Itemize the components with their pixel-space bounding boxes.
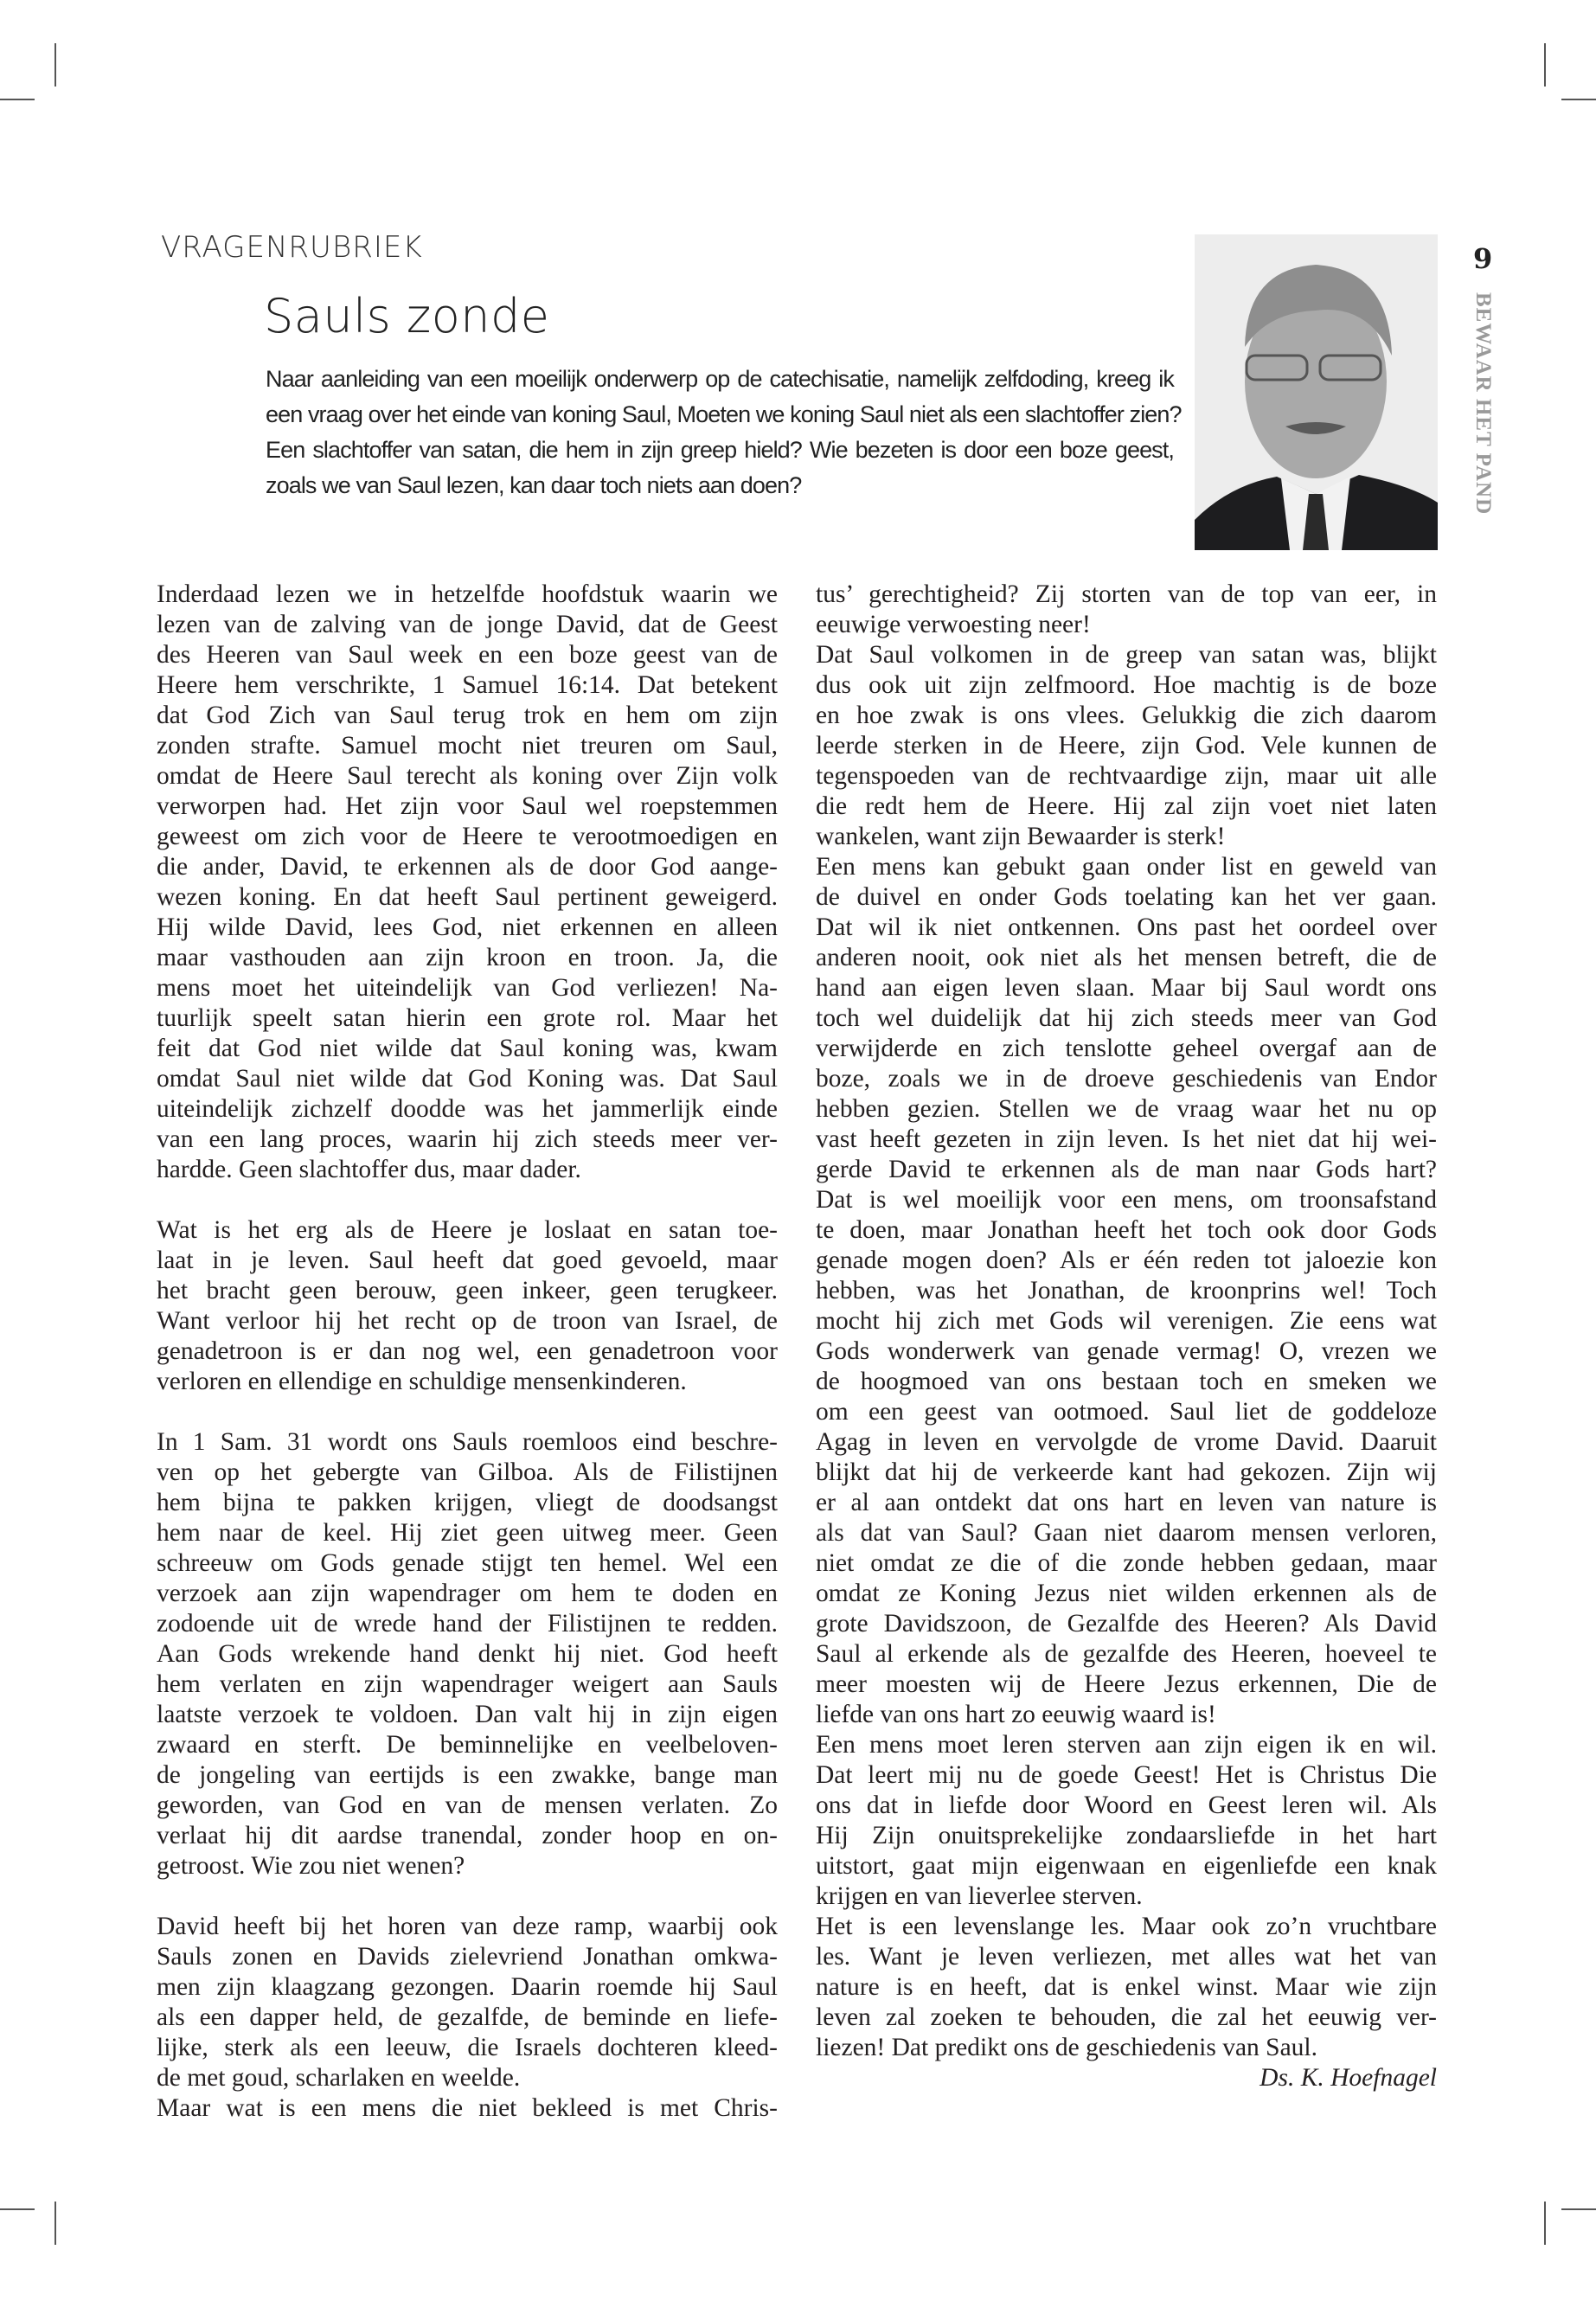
paragraph-gap <box>157 1881 778 1912</box>
crop-mark <box>1544 2202 1546 2245</box>
intro-line: Een slachtoffer van satan, die hem in zijn greep hield? Wie bezeten is door een boze geest, <box>266 437 1174 463</box>
text-line: Wat is het erg als de Heere je loslaat en satan toe- <box>157 1216 778 1244</box>
text-line: Hij Zijn onuitsprekelijke zondaarsliefde in het hart <box>816 1822 1437 1849</box>
text-line: als een dapper held, de gezalfde, de beminde en liefe- <box>157 2003 778 2031</box>
text-line: Hij wilde David, lees God, niet erkennen en alleen <box>157 913 778 941</box>
crop-mark <box>54 43 56 87</box>
text-line: nature is en heeft, dat is enkel winst. Maar wie zijn <box>816 1973 1437 2001</box>
text-line: Het is een levenslange les. Maar ook zo’n vruchtbare <box>816 1913 1437 1940</box>
text-line: boze, zoals we in de droeve geschiedenis van Endor <box>816 1065 1437 1093</box>
text-line: en hoe zwak is ons vlees. Gelukkig die zich daarom <box>816 702 1437 729</box>
text-line: feit dat God niet wilde dat Saul koning was, kwam <box>157 1035 778 1062</box>
text-line: die redt hem de Heere. Hij zal zijn voet niet laten <box>816 792 1437 820</box>
text-line: verzoek aan zijn wapendrager om hem te doden en <box>157 1580 778 1607</box>
text-line: de jongeling van eertijds is een zwakke, bange man <box>157 1761 778 1789</box>
text-line: hebben gezien. Stellen we de vraag waar het nu op <box>816 1095 1437 1123</box>
text-line: niet omdat ze die of die zonde hebben gedaan, maar <box>816 1549 1437 1577</box>
text-line: verworpen had. Het zijn voor Saul wel roepstemmen <box>157 792 778 820</box>
text-line: David heeft bij het horen van deze ramp, waarbij ook <box>157 1913 778 1940</box>
intro-line: Naar aanleiding van een moeilijk onderwerp op de catechisatie, namelijk zelfdoding, kreeg ik <box>266 366 1174 392</box>
text-line: anderen nooit, ook niet als het mensen betreft, die de <box>816 944 1437 971</box>
text-line: dat God Zich van Saul terug trok en hem om zijn <box>157 702 778 729</box>
paragraph-gap <box>157 1397 778 1427</box>
text-line: hem verlaten en zijn wapendrager weigert aan Sauls <box>157 1670 778 1698</box>
crop-mark <box>1561 2208 1596 2210</box>
text-line: Heere hem verschrikte, 1 Samuel 16:14. Dat betekent <box>157 671 778 699</box>
text-line: omdat ze Koning Jezus niet wilden erkennen als de <box>816 1580 1437 1607</box>
text-line: Inderdaad lezen we in hetzelfde hoofdstuk waarin we <box>157 580 778 608</box>
text-line: Dat Saul volkomen in de greep van satan was, blijkt <box>816 641 1437 669</box>
text-line: schreeuw om Gods genade stijgt ten hemel. Wel een <box>157 1549 778 1577</box>
text-line: hand aan eigen leven slaan. Maar bij Saul wordt ons <box>816 974 1437 1002</box>
text-line: wezen koning. En dat heeft Saul pertinent geweigerd. <box>157 883 778 911</box>
text-line: Gods wonderwerk van genade vermag! O, vrezen we <box>816 1337 1437 1365</box>
text-line: mens moet het uiteindelijk van God verliezen! Na- <box>157 974 778 1002</box>
text-line: het bracht geen berouw, geen inkeer, geen terugkeer. <box>157 1277 778 1304</box>
text-line: liefde van ons hart zo eeuwig waard is! <box>816 1701 1216 1728</box>
text-line: uitstort, gaat mijn eigenwaan en eigenliefde een knak <box>816 1852 1437 1880</box>
crop-mark <box>1561 99 1596 100</box>
text-line: zonden strafte. Samuel mocht niet treuren om Saul, <box>157 732 778 760</box>
right-column <box>816 580 1437 2093</box>
text-line: genadetroon is er dan nog wel, een genadetroon voor <box>157 1337 778 1365</box>
text-line: lezen van de zalving van de jonge David, dat de Geest <box>157 611 778 638</box>
text-line: de met goud, scharlaken en weelde. <box>157 2064 521 2092</box>
text-line: vast heeft gezeten in zijn leven. Is het niet dat hij wei- <box>816 1125 1437 1153</box>
text-line: genade mogen doen? Als er één reden tot jaloezie kon <box>816 1247 1437 1274</box>
running-title: BEWAAR HET PAND <box>1471 292 1495 516</box>
intro-line: een vraag over het einde van koning Saul, Moeten we koning Saul niet als een slachtoffer zien? <box>266 401 1182 427</box>
text-line: om een geest van ootmoed. Saul liet de goddeloze <box>816 1398 1437 1426</box>
text-line: Dat leert mij nu de goede Geest! Het is Christus Die <box>816 1761 1437 1789</box>
article-intro <box>266 362 1182 503</box>
article-title: Sauls zonde <box>264 289 550 343</box>
text-line: Agag in leven en vervolgde de vrome David. Daaruit <box>816 1428 1437 1456</box>
text-line: eeuwige verwoesting neer! <box>816 611 1091 638</box>
text-line: Een mens moet leren sterven aan zijn eigen ik en wil. <box>816 1731 1437 1759</box>
text-line: zodoende uit de wrede hand der Filistijnen te redden. <box>157 1610 778 1638</box>
paragraph <box>157 580 778 1185</box>
text-line: te doen, maar Jonathan heeft het toch ook door Gods <box>816 1216 1437 1244</box>
text-line: mocht hij zich met Gods wil verenigen. Zie eens wat <box>816 1307 1437 1335</box>
paragraph <box>157 2093 778 2124</box>
paragraph <box>157 1427 778 1881</box>
text-line: verlaat hij dit aardse tranendal, zonder hoop en on- <box>157 1822 778 1849</box>
text-line: wankelen, want zijn Bewaarder is sterk! <box>816 823 1226 850</box>
text-line: ons dat in liefde door Woord en Geest leren wil. Als <box>816 1791 1437 1819</box>
text-line: van een lang proces, waarin hij zich steeds meer ver- <box>157 1125 778 1153</box>
intro-line: zoals we van Saul lezen, kan daar toch niets aan doen? <box>266 472 802 498</box>
text-line: Dat wil ik niet ontkennen. Ons past het oordeel over <box>816 913 1437 941</box>
text-line: omdat Saul niet wilde dat God Koning was. Dat Saul <box>157 1065 778 1093</box>
text-line: getroost. Wie zou niet wenen? <box>157 1852 465 1880</box>
text-line: laatste verzoek te voldoen. Dan valt hij in zijn eigen <box>157 1701 778 1728</box>
text-line: tegenspoeden van de rechtvaardige zijn, maar uit alle <box>816 762 1437 790</box>
text-line: die ander, David, te erkennen als de door God aange- <box>157 853 778 881</box>
section-rubric: VRAGENRUBRIEK <box>161 230 423 265</box>
text-line: Want verloor hij het recht op de troon van Israel, de <box>157 1307 778 1335</box>
text-line: krijgen en van lieverlee sterven. <box>816 1882 1143 1910</box>
text-line: uiteindelijk zichzelf doodde was het jammerlijk einde <box>157 1095 778 1123</box>
crop-mark <box>0 2208 35 2210</box>
paragraph <box>157 1215 778 1397</box>
text-line: Een mens kan gebukt gaan onder list en geweld van <box>816 853 1437 881</box>
text-line: grote Davidszoon, de Gezalfde des Heeren? Als David <box>816 1610 1437 1638</box>
text-line: laat in je leven. Saul heeft dat goed gevoeld, maar <box>157 1247 778 1274</box>
text-line: dus ook uit zijn zelfmoord. Hoe machtig is de boze <box>816 671 1437 699</box>
text-line: Maar wat is een mens die niet bekleed is met Chris- <box>157 2094 778 2122</box>
text-line: ven op het gebergte van Gilboa. Als de Filistijnen <box>157 1458 778 1486</box>
paragraph <box>816 1730 1437 1912</box>
author-photo <box>1195 234 1438 550</box>
left-column <box>157 580 778 2124</box>
text-line: als dat van Saul? Gaan niet daarom mensen verloren, <box>816 1519 1437 1547</box>
text-line: Aan Gods wrekende hand denkt hij niet. God heeft <box>157 1640 778 1668</box>
text-line: leerde sterken in de Heere, zijn God. Vele kunnen de <box>816 732 1437 760</box>
text-line: hebben, was het Jonathan, de kroonprins wel! Toch <box>816 1277 1437 1304</box>
text-line: In 1 Sam. 31 wordt ons Sauls roemloos eind beschre- <box>157 1428 778 1456</box>
text-line: geweest om zich voor de Heere te verootmoedigen en <box>157 823 778 850</box>
paragraph <box>157 1912 778 2093</box>
text-line: hem bijna te pakken krijgen, vliegt de doodsangst <box>157 1489 778 1516</box>
text-line: geworden, van God en van de mensen verlaten. Zo <box>157 1791 778 1819</box>
text-line: tuurlijk speelt satan hierin een grote rol. Maar het <box>157 1004 778 1032</box>
paragraph <box>816 640 1437 852</box>
text-line: Dat is wel moeilijk voor een mens, om troonsafstand <box>816 1186 1437 1214</box>
text-line: Saul al erkende als de gezalfde des Heeren, hoeveel te <box>816 1640 1437 1668</box>
text-line: gerde David te erkennen als de man naar Gods hart? <box>816 1156 1437 1183</box>
text-line: men zijn klaagzang gezongen. Daarin roemde hij Saul <box>157 1973 778 2001</box>
text-line: de hoogmoed van ons bestaan toch en smeken we <box>816 1368 1437 1395</box>
text-line: de duivel en onder Gods toelating kan het ver gaan. <box>816 883 1437 911</box>
crop-mark <box>0 99 35 100</box>
text-line: des Heeren van Saul week en een boze geest van de <box>157 641 778 669</box>
text-line: Sauls zonen en Davids zielevriend Jonathan omkwa- <box>157 1943 778 1971</box>
paragraph <box>816 852 1437 1730</box>
text-line: liezen! Dat predikt ons de geschiedenis van Saul. <box>816 2034 1317 2061</box>
text-line: tus’ gerechtigheid? Zij storten van de top van eer, in <box>816 580 1437 608</box>
text-line: hardde. Geen slachtoffer dus, maar dader. <box>157 1156 581 1183</box>
crop-mark <box>1544 43 1546 87</box>
text-line: toch wel duidelijk dat hij zich steeds meer van God <box>816 1004 1437 1032</box>
text-line: blijkt dat hij de verkeerde kant had gekozen. Zijn wij <box>816 1458 1437 1486</box>
crop-mark <box>54 2202 56 2245</box>
text-line: les. Want je leven verliezen, met alles wat het van <box>816 1943 1437 1971</box>
text-line: omdat de Heere Saul terecht als koning over Zijn volk <box>157 762 778 790</box>
paragraph <box>816 1912 1437 2063</box>
text-line: hem naar de keel. Hij ziet geen uitweg meer. Geen <box>157 1519 778 1547</box>
paragraph <box>816 580 1437 640</box>
text-line: meer moesten wij de Heere Jezus erkennen, Die de <box>816 1670 1437 1698</box>
text-line: er al aan ontdekt dat ons hart en leven van nature is <box>816 1489 1437 1516</box>
page-number: 9 <box>1473 242 1493 275</box>
text-line: verloren en ellendige en schuldige mensenkinderen. <box>157 1368 687 1395</box>
text-line: zwaard en sterft. De beminnelijke en veelbeloven- <box>157 1731 778 1759</box>
text-line: leven zal zoeken te behouden, die zal het eeuwig ver- <box>816 2003 1437 2031</box>
author-signature: Ds. K. Hoefnagel <box>1259 2064 1437 2092</box>
text-line: verwijderde en zich tenslotte geheel overgaf aan de <box>816 1035 1437 1062</box>
paragraph-gap <box>157 1185 778 1215</box>
text-line: maar vasthouden aan zijn kroon en troon. Ja, die <box>157 944 778 971</box>
text-line: lijke, sterk als een leeuw, die Israels dochteren kleed- <box>157 2034 778 2061</box>
